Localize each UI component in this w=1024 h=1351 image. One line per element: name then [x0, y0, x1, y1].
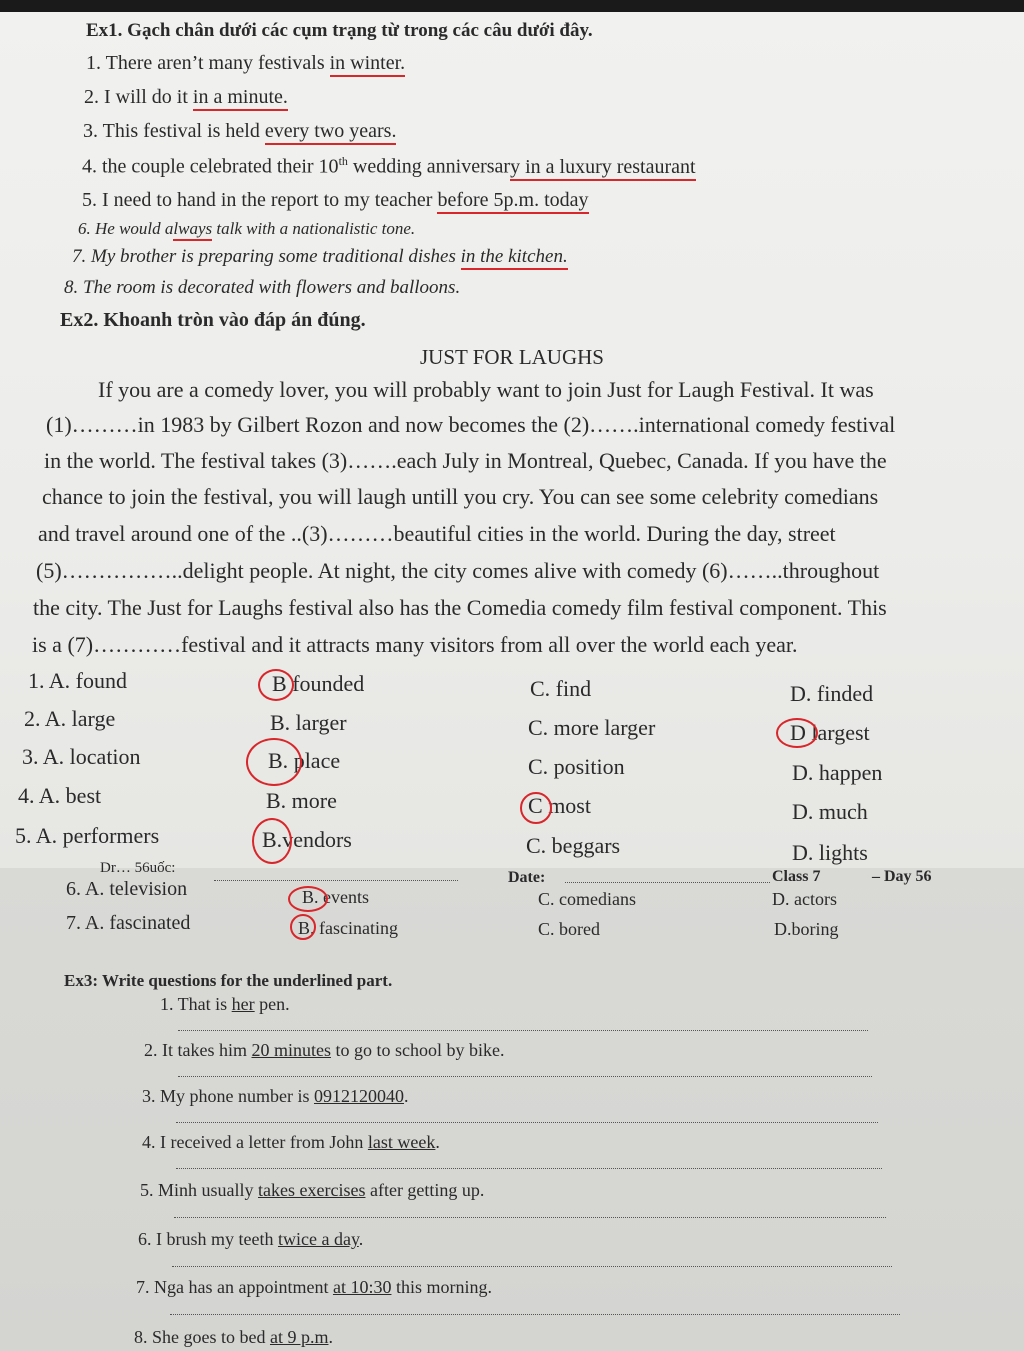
answer-circle-q1 [258, 669, 294, 701]
q2-option-b: B. larger [270, 710, 347, 735]
name-field-line [214, 880, 458, 881]
passage-title: JUST FOR LAUGHS [420, 345, 604, 369]
ex3-item-6: 6. I brush my teeth twice a day. [138, 1229, 364, 1249]
ex3-item-2: 2. It takes him 20 minutes to go to school by bike. [144, 1040, 505, 1060]
name-field-label: Dr… 56uốc: [100, 860, 176, 876]
q3-option-c: C. position [528, 754, 625, 779]
ex1-item-5: 5. I need to hand in the report to my teacher before 5p.m. today [82, 189, 589, 212]
q3-option-a: 3. A. location [22, 744, 141, 769]
ex1-item-7: 7. My brother is preparing some traditional dishes in the kitchen. [72, 246, 568, 268]
q5-option-c: C. beggars [526, 833, 621, 858]
answer-line-2 [178, 1076, 872, 1077]
q5-option-d: D. lights [792, 840, 868, 865]
answer-line-1 [178, 1030, 868, 1031]
q1-option-b: B founded [272, 671, 365, 696]
passage-line-8: is a (7)…………festival and it attracts many visitors from all over the world each year. [32, 632, 798, 657]
passage-line-3: in the world. The festival takes (3)…….each July in Montreal, Quebec, Canada. If you have the [44, 448, 887, 473]
q7-option-a: 7. A. fascinated [66, 912, 191, 934]
answer-line-4 [176, 1168, 882, 1169]
q6-option-d: D. actors [772, 889, 837, 909]
ex3-title: Ex3: Write questions for the underlined part. [64, 971, 393, 990]
q6-option-c: C. comedians [538, 889, 636, 909]
ex3-item-7: 7. Nga has an appointment at 10:30 this morning. [136, 1277, 492, 1297]
q4-option-d: D. much [792, 799, 868, 824]
ex1-item-6: 6. He would always talk with a nationalistic tone. [78, 219, 415, 239]
q6-option-b: B. events [302, 887, 369, 907]
ex1-item-2: 2. I will do it in a minute. [84, 86, 288, 109]
passage-line-2: (1)………in 1983 by Gilbert Rozon and now becomes the (2)…….international comedy festival [46, 412, 896, 437]
q4-option-c: C most [528, 793, 591, 818]
q4-option-b: B. more [266, 788, 337, 813]
q3-option-d: D. happen [792, 760, 883, 785]
q3-option-b: B. place [268, 748, 341, 773]
q1-option-c: C. find [530, 676, 592, 701]
q7-option-b: B. fascinating [298, 918, 398, 938]
q1-option-d: D. finded [790, 681, 874, 706]
q7-option-c: C. bored [538, 919, 600, 939]
answer-line-3 [176, 1122, 878, 1123]
ex3-item-4: 4. I received a letter from John last week. [142, 1132, 440, 1152]
q2-option-a: 2. A. large [24, 706, 116, 731]
passage-line-4: chance to join the festival, you will laugh untill you cry. You can see some celebrity comedians [42, 484, 879, 509]
day-label: – Day 56 [872, 868, 932, 885]
answer-circle-q3 [246, 738, 302, 786]
answer-circle-q2 [776, 718, 818, 748]
q2-option-c: C. more larger [528, 715, 656, 740]
ex3-item-1: 1. That is her pen. [160, 994, 290, 1014]
ex1-title: Ex1. Gạch chân dưới các cụm trạng từ trong các câu dưới đây. [86, 20, 593, 41]
ex2-title: Ex2. Khoanh tròn vào đáp án đúng. [60, 309, 366, 331]
ex3-item-8: 8. She goes to bed at 9 p.m. [134, 1327, 333, 1347]
passage-line-5: and travel around one of the ..(3)………beautiful cities in the world. During the day, street [38, 521, 836, 546]
ex1-item-1: 1. There aren’t many festivals in winter. [86, 52, 405, 75]
q6-option-a: 6. A. television [66, 878, 188, 900]
ex1-item-4: 4. the couple celebrated their 10th wedding anniversary in a luxury restaurant [82, 154, 696, 179]
passage-line-1: If you are a comedy lover, you will probably want to join Just for Laugh Festival. It was [98, 377, 874, 402]
q4-option-a: 4. A. best [18, 783, 102, 808]
q2-option-d: D largest [790, 720, 870, 745]
date-label: Date: [508, 869, 546, 886]
q5-option-a: 5. A. performers [15, 823, 160, 848]
class-label: Class 7 [772, 868, 821, 885]
passage-line-6: (5)……………..delight people. At night, the city comes alive with comedy (6)……..throughout [36, 558, 880, 583]
date-field-line [565, 882, 770, 883]
answer-line-6 [172, 1266, 892, 1267]
ex3-item-5: 5. Minh usually takes exercises after getting up. [140, 1180, 485, 1200]
passage-line-7: the city. The Just for Laughs festival also has the Comedia comedy film festival component. This [33, 595, 887, 620]
answer-circle-q5 [252, 818, 292, 864]
answer-circle-q4 [520, 792, 552, 824]
answer-line-5 [174, 1217, 886, 1218]
ex3-item-3: 3. My phone number is 0912120040. [142, 1086, 409, 1106]
ex1-item-8: 8. The room is decorated with flowers and balloons. [64, 277, 461, 298]
top-edge [0, 0, 1024, 12]
q5-option-b: B.vendors [262, 827, 352, 852]
ex1-item-3: 3. This festival is held every two years. [83, 120, 396, 143]
answer-line-7 [170, 1314, 900, 1315]
answer-circle-q6 [288, 886, 328, 912]
q7-option-d: D.boring [774, 919, 839, 939]
answer-circle-q7 [290, 914, 316, 940]
q1-option-a: 1. A. found [28, 668, 127, 693]
